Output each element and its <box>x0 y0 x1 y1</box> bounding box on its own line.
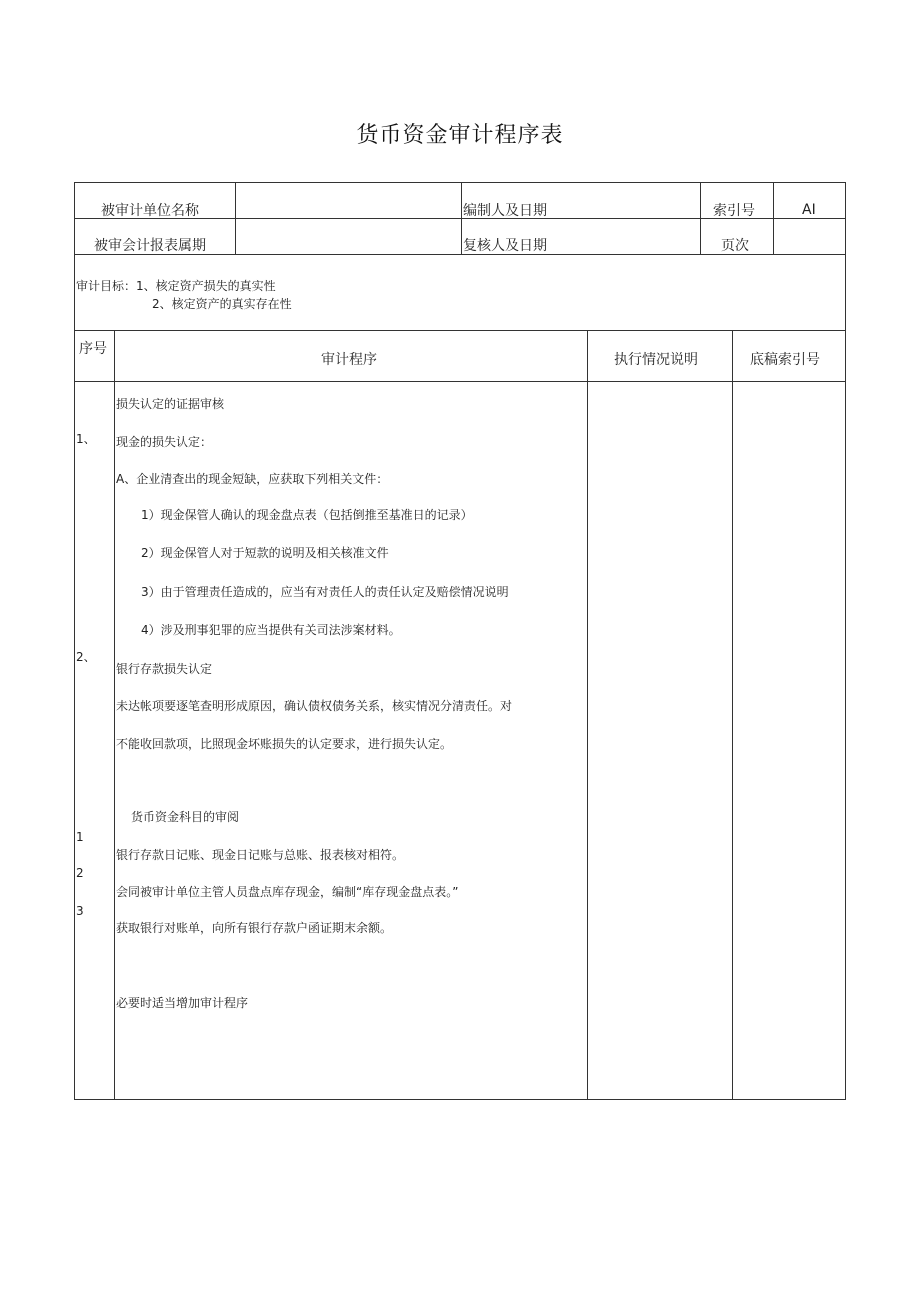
col-header-seq: 序号 <box>79 341 107 357</box>
procedure-line: 未达帐项要逐笔查明形成原因，确认债权债务关系，核实情况分清责任。对 <box>116 699 513 713</box>
procedure-line: 3）由于管理责任造成的，应当有对责任人的责任认定及赔偿情况说明 <box>141 585 509 599</box>
objective-line-2: 2、核定资产的真实存在性 <box>152 297 292 311</box>
procedure-line: 银行存款日记账、现金日记账与总账、报表核对相符。 <box>116 848 405 862</box>
procedure-line: 不能收回款项，比照现金坏账损失的认定要求，进行损失认定。 <box>116 737 453 751</box>
seq-number: 3 <box>76 904 84 918</box>
procedure-line: 银行存款损失认定 <box>116 662 213 676</box>
procedure-line: 会同被审计单位主管人员盘点库存现金，编制“库存现金盘点表。” <box>116 885 459 899</box>
col-header-procedure: 审计程序 <box>321 352 377 368</box>
audited-unit-label: 被审计单位名称 <box>101 203 199 219</box>
col-header-execution: 执行情况说明 <box>614 352 698 368</box>
procedure-line: 必要时适当增加审计程序 <box>116 996 249 1010</box>
index-label: 索引号 <box>713 203 755 219</box>
col-header-ref: 底稿索引号 <box>750 352 820 368</box>
seq-number: 2、 <box>76 650 96 664</box>
procedure-line: 1）现金保管人确认的现金盘点表（包括倒推至基准日的记录） <box>141 508 473 522</box>
page-label: 页次 <box>721 238 749 254</box>
seq-number: 2 <box>76 866 84 880</box>
procedure-line: A、企业清查出的现金短缺，应获取下列相关文件： <box>116 472 389 486</box>
preparer-label: 编制人及日期 <box>463 203 547 219</box>
page-title: 货币资金审计程序表 <box>356 123 564 148</box>
procedure-line: 2）现金保管人对于短款的说明及相关核准文件 <box>141 546 389 560</box>
reviewer-label: 复核人及日期 <box>463 238 547 254</box>
audit-procedure-table <box>74 182 846 1100</box>
index-value: AI <box>802 202 816 218</box>
seq-number: 1、 <box>76 432 96 446</box>
procedure-line: 损失认定的证据审核 <box>116 397 225 411</box>
procedure-line: 现金的损失认定： <box>116 435 213 449</box>
procedure-line: 获取银行对账单，向所有银行存款户函证期末余额。 <box>116 921 393 935</box>
procedure-line: 4）涉及刑事犯罪的应当提供有关司法涉案材料。 <box>141 623 401 637</box>
objective-line-1: 审计目标：1、核定资产损失的真实性 <box>76 279 276 293</box>
seq-number: 1 <box>76 830 84 844</box>
procedure-line: 货币资金科目的审阅 <box>131 810 240 824</box>
period-label: 被审会计报表属期 <box>94 238 206 254</box>
